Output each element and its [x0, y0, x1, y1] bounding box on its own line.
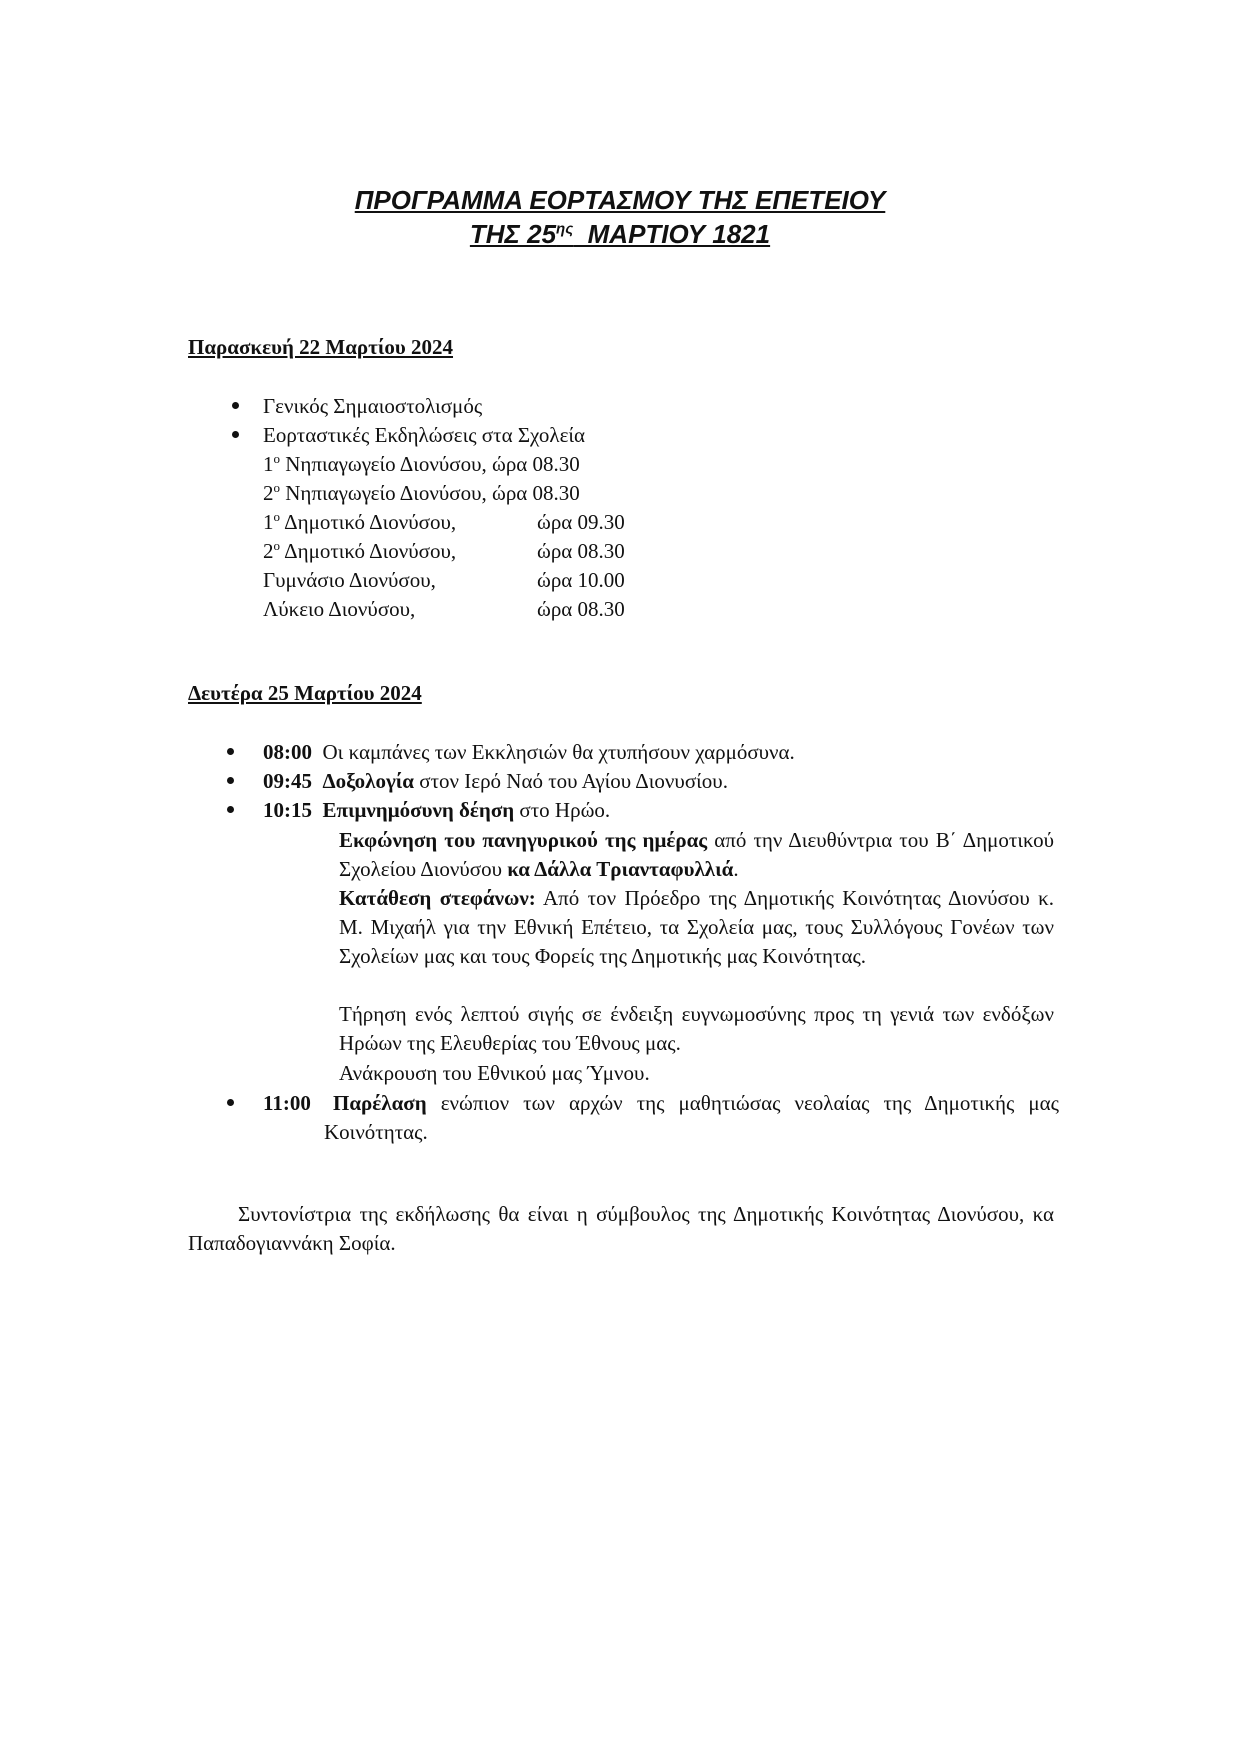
ordinal-suffix: ο [273, 509, 280, 524]
title-line-2-suffix: ΜΑΡΤΙΟΥ 1821 [573, 219, 771, 249]
school-time: ώρα 08.30 [492, 452, 580, 476]
day1-bullet-schools: Εορταστικές Εκδηλώσεις στα Σχολεία [263, 423, 586, 447]
school-name: Νηπιαγωγείο Διονύσου, [280, 452, 487, 476]
school-ordinal: 1 [263, 452, 274, 476]
school-row [263, 450, 580, 478]
speech-end: . [733, 857, 739, 881]
bullet-icon [232, 431, 239, 438]
day2-heading: Δευτέρα 25 Μαρτίου 2024 [188, 681, 422, 705]
wreath-text: Από τον Πρόεδρο της Δημοτικής Κοινότητας Διονύσου κ. Μ. Μιχαήλ για την Εθνική Επέτειο, τα Σχολεία μας, τους Συλλόγους Γονέων των Σχολείων μας και τους Φορείς της Δημοτικής μας Κοινότητας. [339, 886, 1055, 968]
event-text: στον Ιερό Ναό του Αγίου Διονυσίου. [414, 769, 728, 793]
school-time: ώρα 08.30 [537, 597, 625, 621]
parade-paragraph [324, 1089, 1059, 1147]
title-line-2 [0, 217, 1240, 251]
bullet-icon [227, 1099, 234, 1106]
wreath-paragraph [339, 884, 1054, 971]
event-time: 08:00 [263, 740, 312, 764]
event-title: Παρέλαση [333, 1091, 427, 1115]
event-row [263, 738, 795, 766]
ordinal-suffix: ο [273, 538, 280, 553]
title-line-2-prefix: ΤΗΣ 25 [469, 219, 557, 249]
school-time: ώρα 08.30 [537, 539, 625, 563]
school-row [263, 508, 456, 536]
bullet-icon [232, 402, 239, 409]
school-ordinal: 2 [263, 539, 274, 563]
event-time: 09:45 [263, 769, 312, 793]
event-time: 11:00 [263, 1091, 311, 1115]
event-title: Επιμνημόσυνη δέηση [322, 798, 515, 822]
school-time: ώρα 10.00 [537, 568, 625, 592]
speech-text: από την Διευθύντρια του Β΄ Δημοτικού Σχολείου Διονύσου [339, 828, 1055, 881]
event-text: Οι καμπάνες των Εκκλησιών θα χτυπήσουν χαρμόσυνα. [322, 740, 795, 764]
school-name: Δημοτικό Διονύσου, [280, 510, 457, 534]
day1-heading: Παρασκευή 22 Μαρτίου 2024 [188, 335, 454, 359]
school-name: Δημοτικό Διονύσου, [280, 539, 457, 563]
title-superscript: ης [556, 220, 574, 238]
bullet-icon [227, 806, 234, 813]
speech-paragraph [339, 826, 1054, 884]
bullet-icon [227, 777, 234, 784]
school-time: ώρα 09.30 [537, 510, 625, 534]
event-time: 10:15 [263, 798, 312, 822]
school-ordinal: 2 [263, 481, 274, 505]
ordinal-suffix: ο [273, 451, 280, 466]
school-row [263, 537, 456, 565]
wreath-title: Κατάθεση στεφάνων: [339, 886, 536, 910]
school-ordinal: 1 [263, 510, 274, 534]
speech-title: Εκφώνηση του πανηγυρικού της ημέρας [339, 828, 708, 852]
event-text: στο Ηρώο. [514, 798, 611, 822]
speech-name: κα Δάλλα Τριανταφυλλιά [507, 857, 734, 881]
school-row [263, 479, 580, 507]
ordinal-suffix: ο [273, 480, 280, 495]
event-row [263, 1089, 311, 1117]
bullet-icon [227, 748, 234, 755]
silence-paragraph: Τήρηση ενός λεπτού σιγής σε ένδειξη ευγνωμοσύνης προς τη γενιά των ενδόξων Ηρώων της Ελευθερίας του Έθνους μας. [339, 1002, 1054, 1055]
school-name: Λύκειο Διονύσου, [263, 597, 416, 621]
event-text: ενώπιον των αρχών της μαθητιώσας νεολαίας της Δημοτικής μας Κοινότητας. [324, 1091, 1059, 1144]
anthem-line: Ανάκρουση του Εθνικού μας Ύμνου. [339, 1061, 650, 1085]
day1-bullet-flags: Γενικός Σημαιοστολισμός [263, 394, 483, 418]
school-name: Νηπιαγωγείο Διονύσου, [280, 481, 487, 505]
event-row [263, 796, 610, 824]
school-time: ώρα 08.30 [492, 481, 580, 505]
event-title: Δοξολογία [322, 769, 414, 793]
title-line-1: ΠΡΟΓΡΑΜΜΑ ΕΟΡΤΑΣΜΟΥ ΤΗΣ ΕΠΕΤΕΙΟΥ [354, 185, 886, 215]
event-row [263, 767, 728, 795]
closing-paragraph: Συντονίστρια της εκδήλωσης θα είναι η σύμβουλος της Δημοτικής Κοινότητας Διονύσου, κα Παπαδογιαννάκη Σοφία. [188, 1202, 1054, 1255]
school-name: Γυμνάσιο Διονύσου, [263, 568, 436, 592]
